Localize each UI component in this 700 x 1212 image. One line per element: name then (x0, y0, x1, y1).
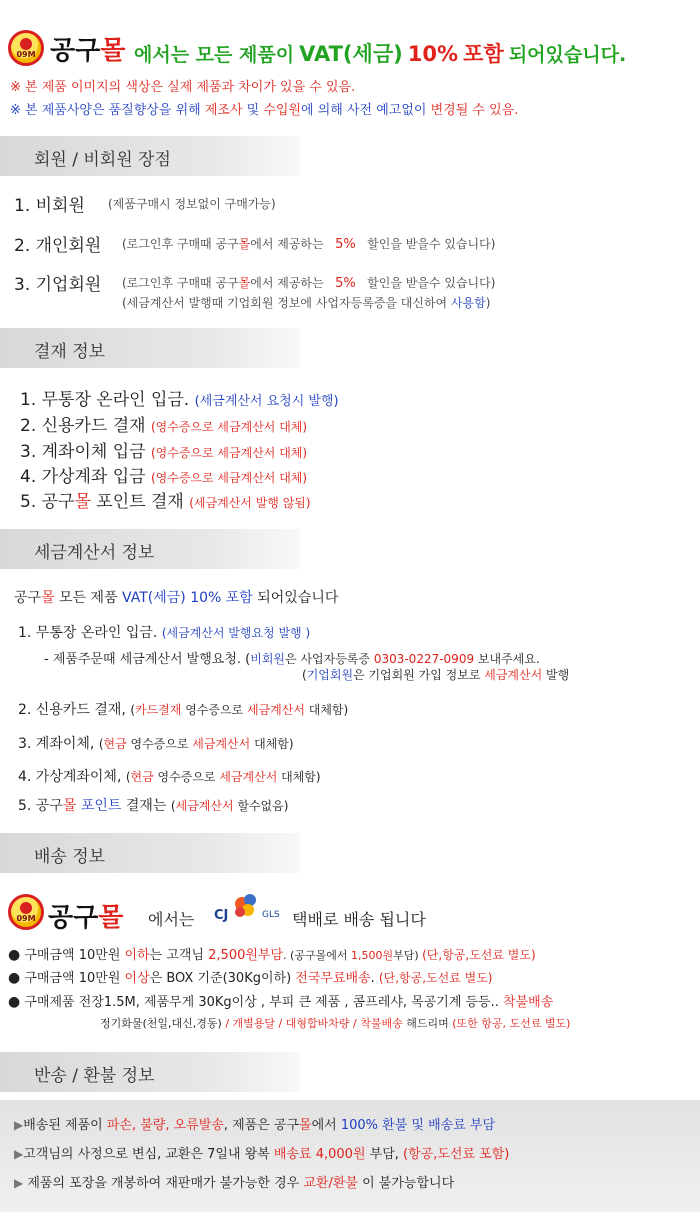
shipping-bullet-1: ● 구매금액 10만원 이하는 고객님 2,500원부담. (공구몰에서 1,500원부담) (단,항공,도선료 별도) (8, 947, 536, 963)
cj-gls-logo: CJ GLS (214, 890, 286, 930)
tax-item-1-sub2: (기업회원은 기업회원 가입 정보로 세금계산서 발행 (302, 668, 570, 682)
member-corporate-title: 3. 기업회원 (14, 275, 102, 295)
section-tax-header: 세금계산서 정보 (0, 529, 300, 569)
shipping-freight-line: 정기화물(천일,대신,경동) / 개별용달 / 대형합바차량 / 착불배송 해드리며 (또한 항공, 도선료 별도) (100, 1017, 571, 1030)
tax-item-1-sub: - 제품주문때 세금계산서 발행요청. (비회원은 사업자등록증 0303-0227-0909 보내주세요. (44, 652, 540, 667)
shipping-bullet-2: ● 구매금액 10만원 이상은 BOX 기준(30Kg이하) 전국무료배송. (단,항공,도선료 별도) (8, 970, 493, 986)
member-personal-title: 2. 개인회원 (14, 236, 102, 256)
section-shipping-header: 배송 정보 (0, 833, 300, 873)
notice-color: ※ 본 제품 이미지의 색상은 실제 제품과 차이가 있을 수 있음. (10, 80, 356, 95)
member-nonmember-note: (제품구매시 정보없이 구매가능) (108, 197, 276, 211)
member-corporate-note2: (세금계산서 발행때 기업회원 정보에 사업자등록증을 대신하여 사용함) (122, 296, 491, 310)
shipping-bullet-3: ● 구매제품 전장1.5M, 제품무게 30Kg이상 , 부피 큰 제품 , 콤프레샤, 목공기계 등등.. 착불배송 (8, 994, 554, 1010)
tax-item-5: 5. 공구몰 포인트 결재는 (세금계산서 할수없음) (18, 798, 289, 814)
notice-spec: ※ 본 제품사양은 품질향상을 위해 제조사 및 수입원에 의해 사전 예고없이 변경될 수 있음. (10, 103, 519, 118)
section-return-header: 반송 / 환불 정보 (0, 1052, 300, 1092)
tax-intro: 공구몰 모든 제품 VAT(세금) 10% 포함 되어있습니다 (14, 590, 339, 606)
tax-item-4: 4. 가상계좌이체, (현금 영수증으로 세금계산서 대체함) (18, 769, 321, 785)
shipping-intro-post: 택배로 배송 됩니다 (292, 910, 426, 929)
return-line-2: ▶고객님의 사정으로 변심, 교환은 7일내 왕복 배송료 4,000원 부담, (항공,도선료 포함) (14, 1147, 510, 1162)
member-corporate-note: (로그인후 구매때 공구몰에서 제공하는 5% 할인을 받을수 있습니다) (122, 276, 496, 291)
brand-name: 공구몰 (50, 36, 126, 66)
shipping-intro-pre: 에서는 (148, 910, 195, 929)
section-payment-header: 결재 정보 (0, 328, 300, 368)
section-member-header: 회원 / 비회원 장점 (0, 136, 300, 176)
header-vat-notice: 에서는 모든 제품이 VAT(세금) 10% 포함 되어있습니다. (134, 42, 627, 66)
brand-logo: 09M (8, 30, 44, 66)
shipping-brand-name: 공구몰 (48, 903, 124, 933)
return-line-1: ▶배송된 제품이 파손, 불량, 오류발송, 제품은 공구몰에서 100% 환불 및 배송료 부담 (14, 1118, 496, 1133)
payment-item-4: 4. 가상계좌 입금 (영수증으로 세금계산서 대체) (20, 467, 308, 487)
payment-item-3: 3. 계좌이체 입금 (영수증으로 세금계산서 대체) (20, 442, 308, 462)
member-nonmember-title: 1. 비회원 (14, 196, 85, 216)
tax-item-3: 3. 계좌이체, (현금 영수증으로 세금계산서 대체함) (18, 736, 294, 752)
tax-item-2: 2. 신용카드 결재, (카드결재 영수증으로 세금계산서 대체함) (18, 702, 349, 718)
payment-item-5: 5. 공구몰 포인트 결재 (세금계산서 발행 않됨) (20, 492, 311, 512)
return-line-3: ▶ 제품의 포장을 개봉하여 재판매가 불가능한 경우 교환/환불 이 불가능합니다 (14, 1176, 455, 1191)
payment-item-1: 1. 무통장 온라인 입금. (세금계산서 요청시 발행) (20, 390, 339, 410)
member-personal-note: (로그인후 구매때 공구몰에서 제공하는 5% 할인을 받을수 있습니다) (122, 237, 496, 252)
payment-item-2: 2. 신용카드 결재 (영수증으로 세금계산서 대체) (20, 416, 308, 436)
shipping-brand-logo: 09M (8, 894, 44, 930)
tax-item-1: 1. 무통장 온라인 입금. (세금계산서 발행요청 발행 ) (18, 625, 311, 641)
